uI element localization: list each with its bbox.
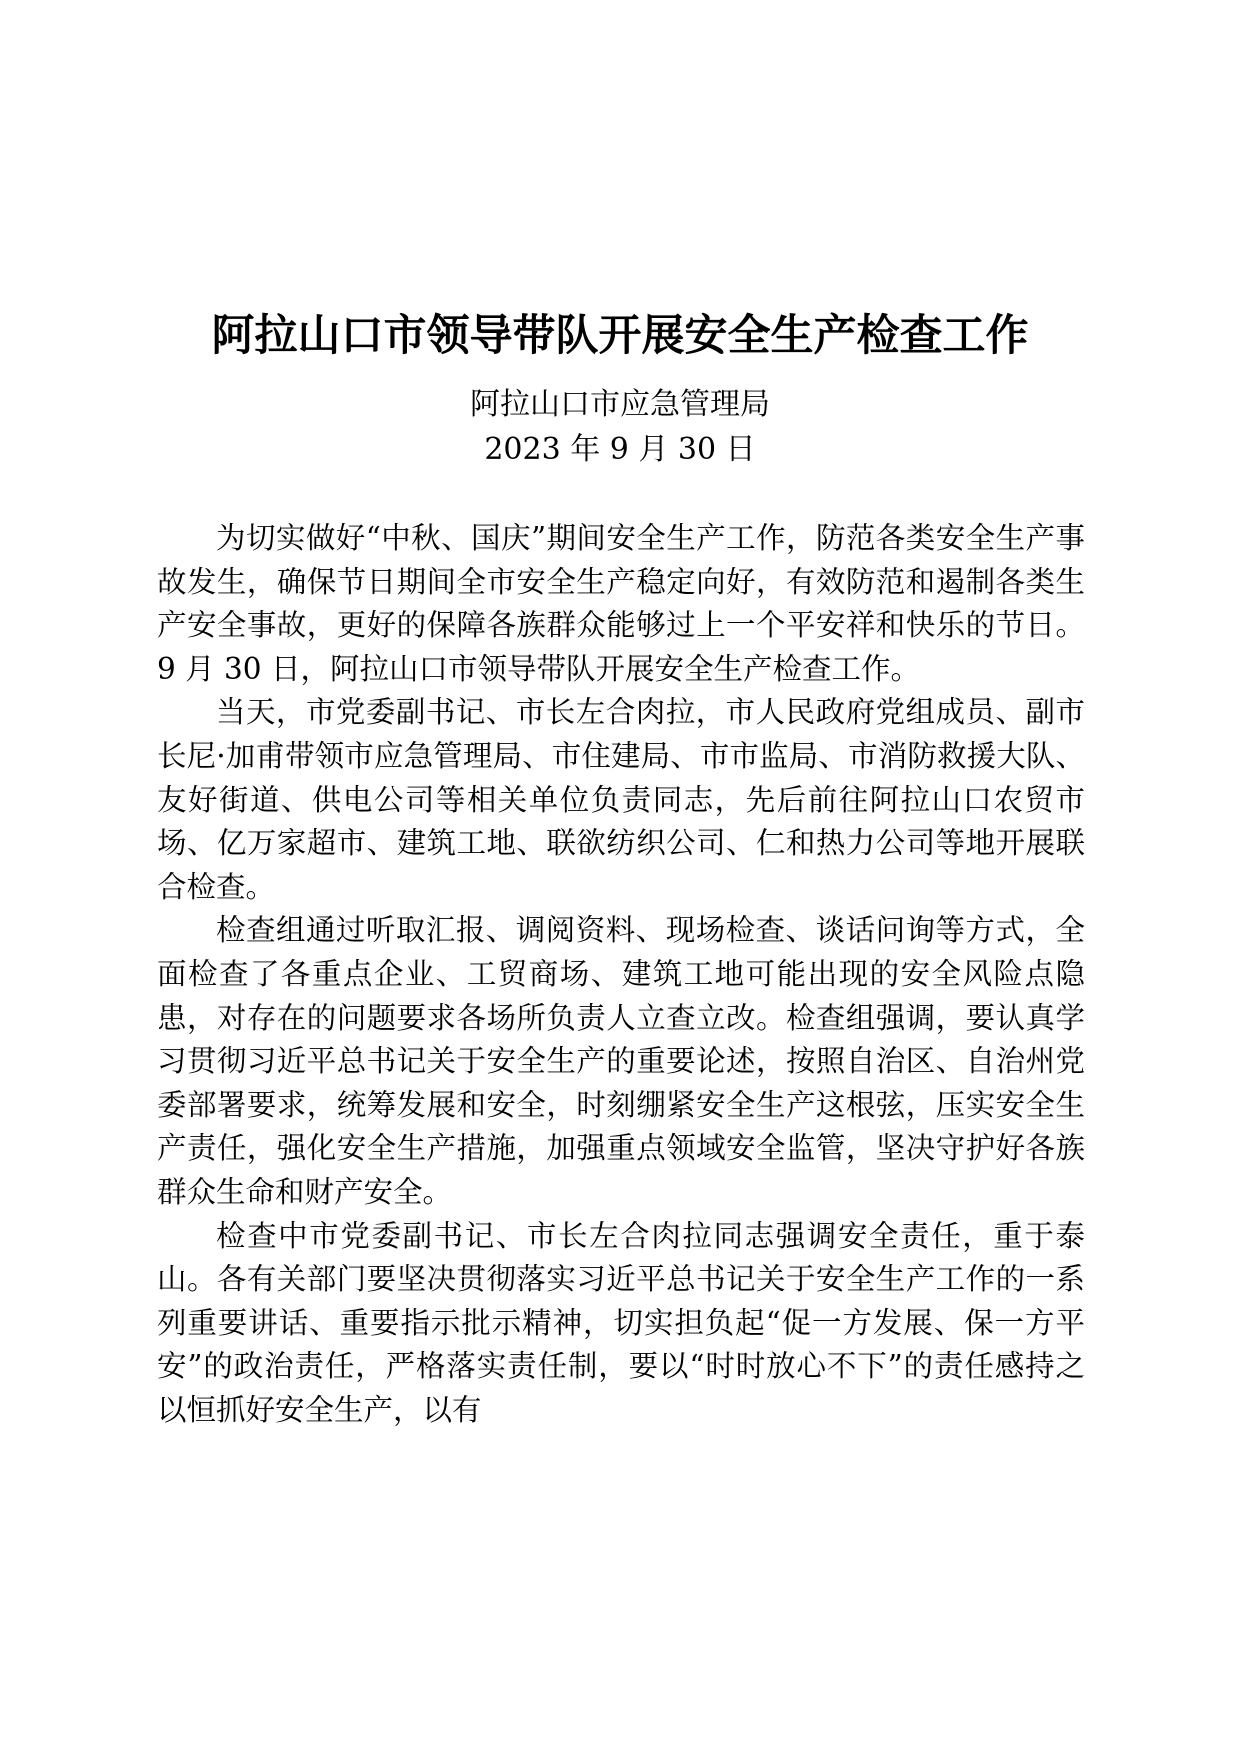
body-paragraph: 检查中市党委副书记、市长左合肉拉同志强调安全责任，重于泰山。各有关部门要坚决贯彻落实习近平总书记关于安全生产工作的一系列重要讲话、重要指示批示精神，切实担负起“促一方发展、保一方平安”的政治责任，严格落实责任制，要以“时时放心不下”的责任感持之以恒抓好安全生产，以有 bbox=[157, 1218, 1085, 1427]
document-body bbox=[157, 517, 1085, 1432]
body-paragraph: 检查组通过听取汇报、调阅资料、现场检查、谈话问询等方式，全面检查了各重点企业、工贸商场、建筑工地可能出现的安全风险点隐患，对存在的问题要求各场所负责人立查立改。检查组强调，要认真学习贯彻习近平总书记关于安全生产的重要论述，按照自治区、自治州党委部署要求，统筹发展和安全，时刻绷紧安全生产这根弦，压实安全生产责任，强化安全生产措施，加强重点领域安全监管，坚决守护好各族群众生命和财产安全。 bbox=[157, 913, 1085, 1209]
body-paragraph: 当天，市党委副书记、市长左合肉拉，市人民政府党组成员、副市长尼·加甫带领市应急管理局、市住建局、市市监局、市消防救援大队、友好街道、供电公司等相关单位负责同志，先后前往阿拉山口农贸市场、亿万家超市、建筑工地、联欲纺织公司、仁和热力公司等地开展联合检查。 bbox=[157, 695, 1085, 904]
document-author: 阿拉山口市应急管理局 bbox=[470, 387, 770, 422]
body-paragraph: 为切实做好“中秋、国庆”期间安全生产工作，防范各类安全生产事故发生，确保节日期间全市安全生产稳定向好，有效防范和遏制各类生产安全事故，更好的保障各族群众能够过上一个平安祥和快乐的节日。9 月 30 日，阿拉山口市领导带队开展安全生产检查工作。 bbox=[157, 521, 1085, 686]
document-date: 2023 年 9 月 30 日 bbox=[484, 432, 756, 467]
document-title: 阿拉山口市领导带队开展安全生产检查工作 bbox=[211, 311, 1029, 361]
